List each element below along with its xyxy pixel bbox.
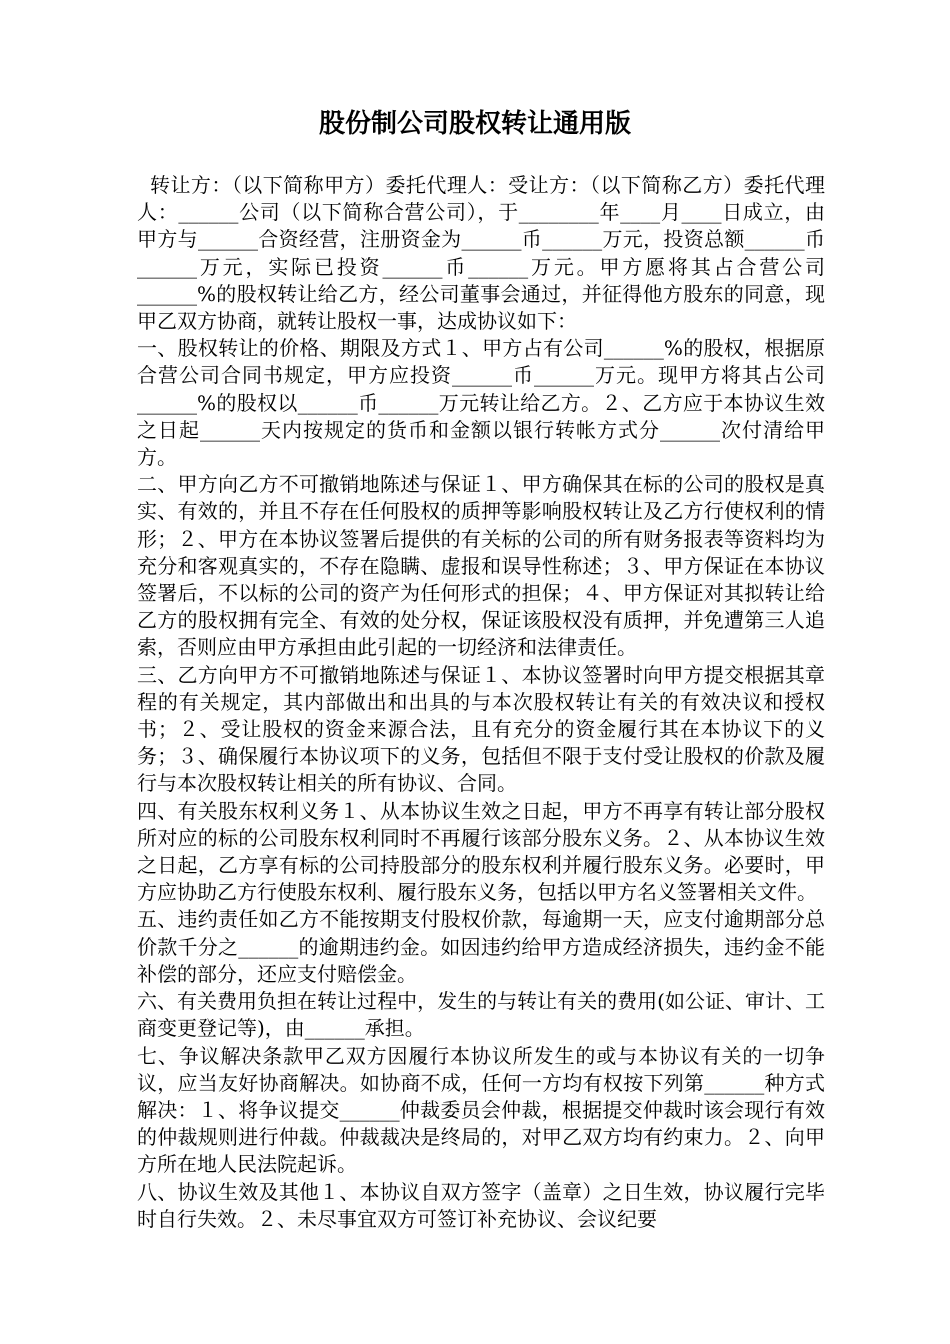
document-body (137, 172, 825, 1233)
paragraph-section-3: 三、乙方向甲方不可撤销地陈述与保证１、本协议签署时向甲方提交根据其章程的有关规定，其内部做出和出具的与本次股权转让有关的有效决议和授权书；２、受让股权的资金来源合法，且有充分的资金履行其在本协议下的义务；３、确保履行本协议项下的义务，包括但不限于支付受让股权的价款及履行与本次股权转让相关的所有协议、合同。 (137, 662, 825, 796)
paragraph-intro: 转让方：（以下简称甲方）委托代理人：受让方：（以下简称乙方）委托代理人：______公司（以下简称合营公司），于________年____月____日成立，由甲方与______合资经营，注册资金为______币______万元，投资总额______币______万元，实际已投资______币______万元。甲方愿将其占合营公司______%的股权转让给乙方，经公司董事会通过，并征得他方股东的同意，现甲乙双方协商，就转让股权一事，达成协议如下： (137, 173, 825, 334)
paragraph-section-5: 五、违约责任如乙方不能按期支付股权价款，每逾期一天，应支付逾期部分总价款千分之______的逾期违约金。如因违约给甲方造成经济损失，违约金不能补偿的部分，还应支付赔偿金。 (137, 907, 825, 986)
document-title: 股份制公司股权转让通用版 (318, 109, 631, 139)
paragraph-section-4: 四、有关股东权利义务１、从本协议生效之日起，甲方不再享有转让部分股权所对应的标的公司股东权利同时不再履行该部分股东义务。２、从本协议生效之日起，乙方享有标的公司持股部分的股东权利并履行股东义务。必要时，甲方应协助乙方行使股东权利、履行股东义务，包括以甲方名义签署相关文件。 (137, 798, 825, 905)
paragraph-section-6: 六、有关费用负担在转让过程中，发生的与转让有关的费用(如公证、审计、工商变更登记等)，由______承担。 (137, 989, 825, 1041)
paragraph-section-1: 一、股权转让的价格、期限及方式１、甲方占有公司______%的股权，根据原合营公司合同书规定，甲方应投资______币______万元。现甲方将其占公司______%的股权以______币______万元转让给乙方。２、乙方应于本协议生效之日起______天内按规定的货币和金额以银行转帐方式分______次付清给甲方。 (137, 336, 825, 470)
paragraph-section-2: 二、甲方向乙方不可撤销地陈述与保证１、甲方确保其在标的公司的股权是真实、有效的，并且不存在任何股权的质押等影响股权转让及乙方行使权利的情形；２、甲方在本协议签署后提供的有关标的公司的所有财务报表等资料均为充分和客观真实的，不存在隐瞒、虚报和误导性称述；３、甲方保证在本协议签署后，不以标的公司的资产为任何形式的担保；４、甲方保证对其拟转让给乙方的股权拥有完全、有效的处分权，保证该股权没有质押，并免遭第三人追索，否则应由甲方承担由此引起的一切经济和法律责任。 (137, 472, 825, 660)
paragraph-section-8: 八、协议生效及其他１、本协议自双方签字（盖章）之日生效，协议履行完毕时自行失效。２、未尽事宜双方可签订补充协议、会议纪要 (137, 1179, 825, 1231)
paragraph-section-7: 七、争议解决条款甲乙双方因履行本协议所发生的或与本协议有关的一切争议，应当友好协商解决。如协商不成，任何一方均有权按下列第______种方式解决：１、将争议提交______仲裁委员会仲裁，根据提交仲裁时该会现行有效的仲裁规则进行仲裁。仲裁裁决是终局的，对甲乙双方均有约束力。２、向甲方所在地人民法院起诉。 (137, 1043, 825, 1177)
